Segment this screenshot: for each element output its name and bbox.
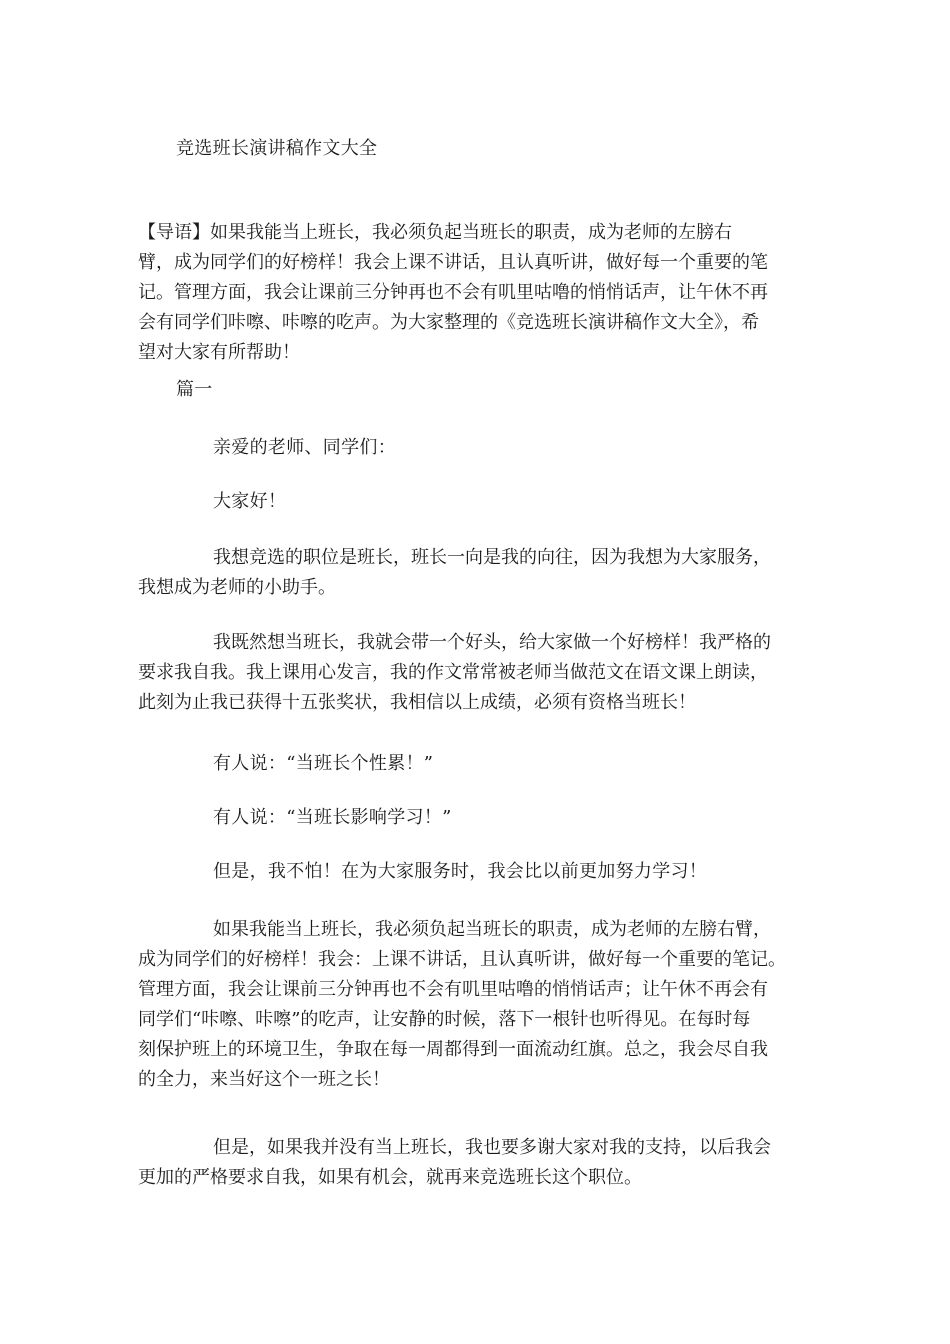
document-title: 竞选班长演讲稿作文大全 (176, 138, 378, 159)
guide-line: 会有同学们咔嚓、咔嚓的吃声。为大家整理的《竞选班长演讲稿作文大全》，希 (138, 312, 759, 333)
paragraph-line: 但是，如果我并没有当上班长，我也要多谢大家对我的支持，以后我会 (213, 1137, 771, 1158)
paragraph-line: 此刻为止我已获得十五张奖状，我相信以上成绩，必须有资格当班长！ (138, 692, 696, 713)
paragraph-promise (138, 915, 818, 1095)
guide-line: 臂，成为同学们的好榜样！我会上课不讲话，且认真听讲，做好每一个重要的笔 (138, 252, 768, 273)
guide-paragraph (138, 218, 818, 368)
paragraph-line: 我想竞选的职位是班长，班长一向是我的向往，因为我想为大家服务， (213, 547, 771, 568)
greeting-hello: 大家好！ (213, 491, 287, 512)
paragraph-motivation (138, 543, 818, 603)
paragraph-example (138, 628, 818, 718)
paragraph-line: 管理方面，我会让课前三分钟再也不会有叽里咕噜的悄悄话声；让午休不再会有 (138, 979, 768, 1000)
guide-line: 望对大家有所帮助！ (138, 342, 300, 363)
guide-line: 【导语】如果我能当上班长，我必须负起当班长的职责，成为老师的左膀右 (138, 222, 732, 243)
section-heading: 篇一 (176, 379, 213, 400)
paragraph-line: 的全力，来当好这个一班之长！ (138, 1069, 390, 1090)
paragraph-line: 成为同学们的好榜样！我会：上课不讲话，且认真听讲，做好每一个重要的笔记。 (138, 949, 786, 970)
paragraph-not-afraid: 但是，我不怕！在为大家服务时，我会比以前更加努力学习！ (213, 861, 708, 882)
paragraph-line: 我想成为老师的小助手。 (138, 577, 336, 598)
paragraph-line: 刻保护班上的环境卫生，争取在每一周都得到一面流动红旗。总之，我会尽自我 (138, 1039, 768, 1060)
paragraph-line: 如果我能当上班长，我必须负起当班长的职责，成为老师的左膀右臂， (213, 919, 771, 940)
greeting-salutation: 亲爱的老师、同学们： (213, 437, 396, 458)
quote-tired: 有人说：“当班长个性累！” (213, 753, 434, 774)
guide-line: 记。管理方面，我会让课前三分钟再也不会有叽里咕噜的悄悄话声，让午休不再 (138, 282, 768, 303)
paragraph-closing (138, 1133, 818, 1193)
paragraph-line: 同学们“咔嚓、咔嚓”的吃声，让安静的时候，落下一根针也听得见。在每时每 (138, 1009, 751, 1030)
paragraph-line: 更加的严格要求自我，如果有机会，就再来竞选班长这个职位。 (138, 1167, 642, 1188)
quote-study: 有人说：“当班长影响学习！” (213, 807, 452, 828)
paragraph-line: 要求我自我。我上课用心发言，我的作文常常被老师当做范文在语文课上朗读， (138, 662, 768, 683)
paragraph-line: 我既然想当班长，我就会带一个好头，给大家做一个好榜样！我严格的 (213, 632, 771, 653)
